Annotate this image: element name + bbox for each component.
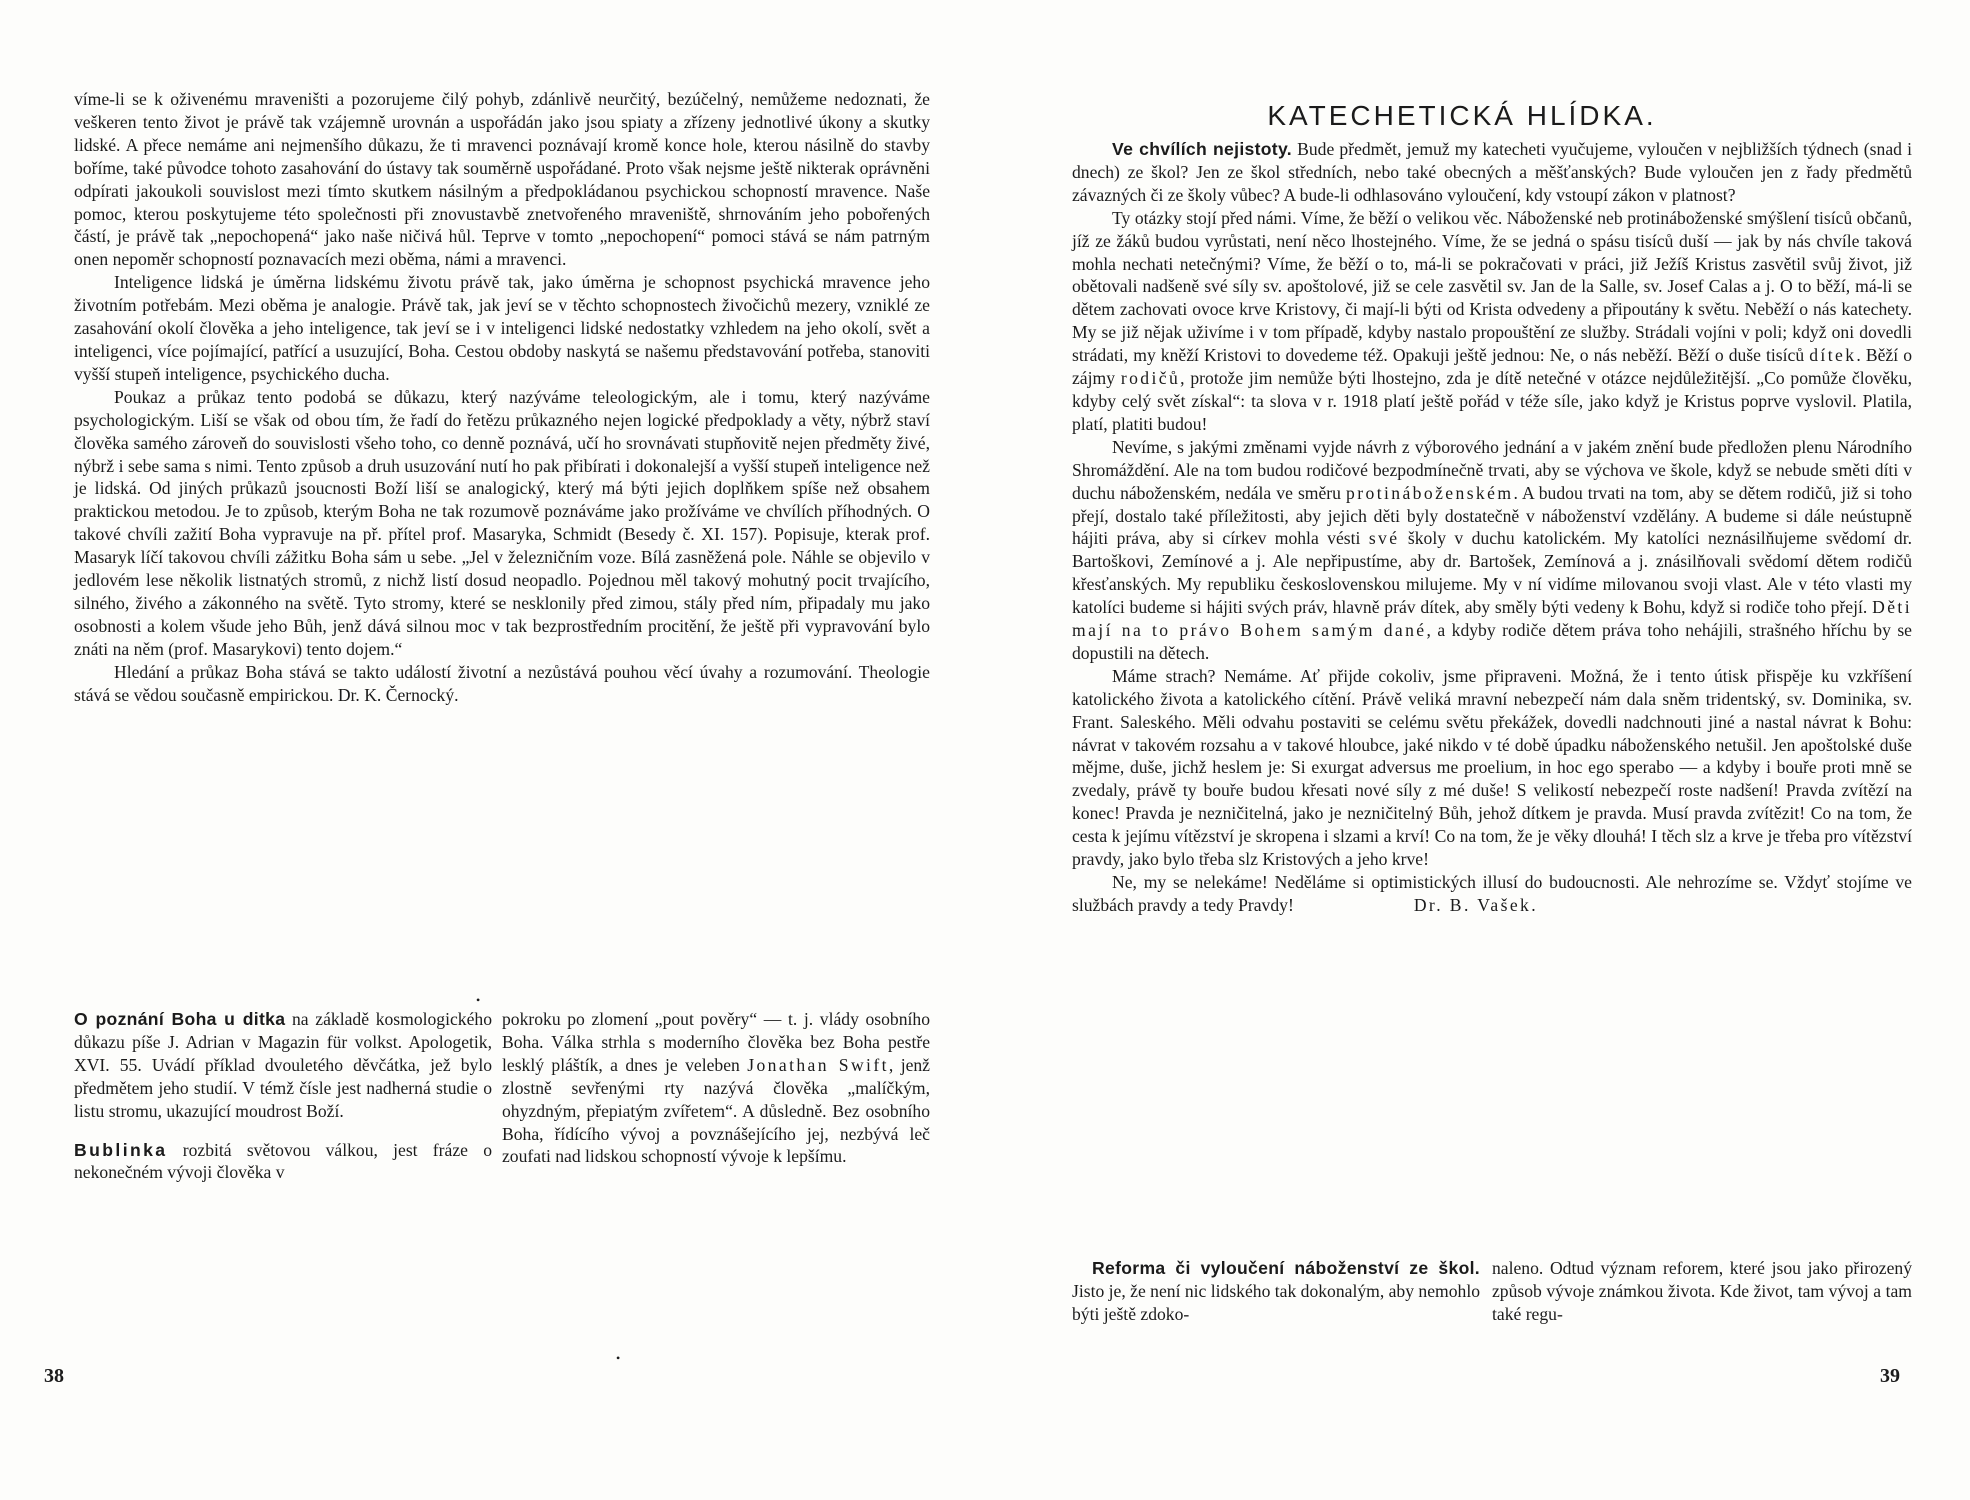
right-column-1 [1072,1257,1480,1326]
paragraph: Ne, my se nelekáme! Neděláme si optimistických illusí do budoucnosti. Ale nehrozíme se. Vždyť stojíme ve službách pravdy a tedy Pravdy! Dr. B. Vašek. [1072,872,1912,915]
section-title: Bublinka [74,1139,168,1160]
left-column-1 [74,1008,492,1184]
section-title: O poznání Boha u ditka [74,1009,286,1029]
section-title: Reforma či vyloučení náboženství ze škol. [1092,1258,1480,1278]
paragraph: Máme strach? Nemáme. Ať přijde cokoliv, jsme připraveni. Možná, že i tento útisk přispěje ku vzkříšení katolického života a katolického cítění. Právě veliká mravní nebezpečí nám dala sněm tridentský, sv. Dominika, sv. Frant. Saleského. Měli odvahu postaviti se celému světu překážek, dovedli nadchnouti jiné a nastal návrat k Bohu: návrat v takovém rozsahu a v takové hloubce, jaké nikdo v té době úpadku náboženského netušil. Jen apoštolské duše mějme, duše, jichž heslem je: Si exurgat adversus me proelium, in hoc ego sperabo — a kdyby i bouře proti mně se zvedaly, právě ty bouře budou křesati nové síly z mé duše! S velikostí nebezpečí roste nadšení! Pravda zvítězí na konec! Pravda je nezničitelná, jako je nezničitelný Bůh, jehož dítkem je pravda. Musí pravda zvítězit! Co na tom, že cesta k jejímu vítězství je skropena i slzami a krví! Co na tom, že je věky dlouhá! I těch slz a krve je třeba pro vítězství pravdy, jako bylo třeba slz Kristových a jeho krve! [1072,665,1912,870]
section-text: rozbitá světovou válkou, jest fráze o nekonečném vývoji člověka v [74,1139,492,1183]
section-bublinka [74,1139,492,1185]
paragraph: Ty otázky stojí před námi. Víme, že běží o velikou věc. Náboženské neb protináboženské smýšlení tisíců občanů, jíž ze žáků budou vyrůstati, není něco lhostejného. Víme, že se jedná o spásu tisíců duší — jak by nás chvíle taková mohla nechati netečnými? Víme, že běží o to, má-li se pokračovati v práci, již Ježíš Kristus zasvětil svůj život, již obětovali nadšeně své síly sv. apoštolové, již se cele zasvětil sv. Jan de la Salle, sv. Josef Calas a j. O to běží, má-li se dětem zachovati ovoce krve Kristovy, či mají-li býti od Krista odvedeny a připoutány k světu. Neběží o nás katechety. My se již nějak uživíme i v tom případě, kdyby nastalo propouštění ze služby. Strádali vojíni v poli; když oni dovedli strádati, my kněží Kristovi to dovedeme též. Opakuji ještě jednou: Ne, o nás neběží. Běží o duše tisíců dítek. Běží o zájmy rodičů, protože jim nemůže býti lhostejno, zda je dítě netečné v otázce nejdůležitější. „Co pomůže člověku, kdyby celý svět získal“: ta slova v r. 1918 platí ještě pořád v téže síle, jako když je Kristus poprve vyslovil. Platila, platí, platiti budou! [1072,207,1912,434]
column-text: naleno. Odtud význam reforem, které jsou jako přirozený způsob vývoje známkou života. Kde život, tam vývoj a tam také regu- [1492,1258,1912,1324]
page-number: 39 [1880,1365,1900,1387]
right-main-text [1072,138,1912,917]
bullet-mark: • [476,993,481,1007]
paragraph: Poukaz a průkaz tento podobá se důkazu, který nazýváme teleologickým, ale i tomu, který nazýváme psychologickým. Liší se však od obou tím, že řadí do řetězu průkazného nejen logické předpoklady a věty, nýbrž staví člověka samého zároveň do souvislosti všeho toho, co denně poznává, učí ho srovnávati stupňovitě nejen předměty živé, nýbrž i sebe sama s nimi. Tento způsob a druh usuzování nutí ho pak přibírati i dokonalejší a vyšší stupeň inteligence než je lidská. Od jiných průkazů jsoucnosti Boží liší se analogický, který má býti jejich doplňkem spíše než obsahem praktickou metodou. Je to způsob, kterým Boha ne tak rozumově poznáváme jako prožíváme ve chvílích příhodných. O takové chvíli zažití Boha vypravuje na př. přítel prof. Masaryka, Schmidt (Besedy č. XI. 157). Popisuje, kterak prof. Masaryk líčí takovou chvíli zážitku Boha sám u sebe. „Jel v železničním voze. Bílá zasněžená pole. Náhle se objevilo v jedlovém lese několik listnatých stromů, z nichž listí dosud neopadlo. Pojednou měl takový mohutný pocit trvajícího, silného, živého a zákonného na světě. Tyto stromy, které se nesklonily před zimou, stály před ním, připadaly mu jako osobnosti a kolem všude jeho Bůh, jenž dává silnou moc v tak bezprostředním procitění, že ještě při vypravování bylo znáti na něm (prof. Masarykovi) tento dojem.“ [74,386,930,659]
right-column-2 [1492,1257,1912,1326]
paragraph: Ve chvílích nejistoty. Bude předmět, jemuž my katecheti vyučujeme, vyloučen v nejbližších týdnech (snad i dnech) ze škol? Jen ze škol středních, nebo také obecných a měšťanských? Bude vyloučen jen z řady předmětů závazných či ze školy vůbec? A bude-li odhlasováno vyloučení, kdy vstoupí zákon v platnost? [1072,139,1912,205]
paragraph: Nevíme, s jakými změnami vyjde návrh z výborového jednání a v jakém znění bude předložen plenu Národního Shromáždění. Ale na tom budou rodičové bezpodmínečně trvati, aby se výchova ve škole, když se nebude směti díti v duchu náboženském, nedála ve směru protináboženském. A budou trvati na tom, aby se dětem rodičů, již si toho přejí, dostalo také příležitosti, aby jejich děti byly dostatečně v náboženství vzdělány. A budeme si dále neústupně hájiti práva, aby si církev mohla vésti své školy v duchu katolickém. My katolíci neznásilňujeme svědomí dr. Bartoškovi, Zemínové a j. Ale nepřipustíme, aby dr. Bartošek, Zemínová a j. znásilňovali svědomí dětem rodičů křesťanských. My republiku československou milujeme. My v ní vidíme milovanou svoji vlast. Ale v této vlasti my katolíci budeme si hájiti svých práv, hlavně práv dítek, aby směly býti vedeny k Bohu, když si rodiče toho přejí. Děti mají na to právo Bohem samým dané, a kdyby rodiče dětem práva toho nehájili, strašného hříchu by se dopustili na dětech. [1072,436,1912,663]
paragraph: víme-li se k oživenému mraveništi a pozorujeme čilý pohyb, zdánlivě neurčitý, bezúčelný, nemůžeme nedoznati, že veškeren tento život je právě tak vzájemně urovnán a uspořádán jako jsou spiaty a zřízeny jednotlivé úkony a skutky lidské. A přece nemáme ani nejmenšího důkazu, že ti mravenci poznávají kromě konce hole, kterou násilně do stavby boříme, také původce tohoto zasahování do ústavy tak souměrně uspořádané. Proto však nejsme ještě nikterak oprávněni odpírati jakoukoli souvislost mezi tímto skutkem násilným a předpokládanou psychickou schopností mravence. Naše pomoc, kterou poskytujeme této společnosti při znovustavbě znetvořeného mraveniště, shrnováním jeho pobořených částí, je právě tak „nepochopená“ jako naše ničivá hůl. Teprve v tomto „nepochopení“ pomoci stává se nám patrným onen nepoměr schopností poznavacích mezi oběma, námi a mravenci. [74,89,930,270]
section-title: Ve chvílích nejistoty. [1112,139,1292,159]
page-number: 38 [44,1365,64,1387]
left-main-text [74,88,930,706]
page-header: KATECHETICKÁ HLÍDKA. [1267,100,1657,131]
column-text: pokroku po zlomení „pout pověry“ — t. j. vlády osobního Boha. Válka strhla s moderního člověka bez Boha pestře lesklý pláštík, a dnes je veleben Jonathan Swift, jenž zlostně sevřenými rty nazývá člověka „malíčkým, ohyzdným, přepiatým zvířetem“. A důsledně. Bez osobního Boha, řídícího vývoj a povznášejícího jej, nezbývá leč zoufati nad lidskou schopností vývoje k lepšímu. [502,1009,930,1167]
section-reforma: Reforma či vyloučení náboženství ze škol. Jisto je, že není nic lidského tak dokonalým, aby nemohlo býti ještě zdoko- [1072,1258,1480,1324]
left-column-2 [502,1008,930,1168]
bullet-mark: • [616,1351,621,1365]
signature: Dr. B. Vašek. [1413,894,1539,915]
section-text: na základě kosmologického důkazu píše J. Adrian v Magazin für volkst. Apologetik, XVI. 55. Uvádí příklad dvouletého děvčátka, jež bylo předmětem jeho studií. V témž čísle jest nadherná studie o listu stromu, ukazující moudrost Boží. [74,1009,492,1121]
section-o-poznani [74,1008,492,1123]
paragraph: Hledání a průkaz Boha stává se takto událostí životní a nezůstává pouhou věcí úvahy a rozumování. Theologie stává se vědou současně empirickou. Dr. K. Černocký. [74,661,930,705]
spaced-name: Jonathan Swift [747,1054,889,1075]
paragraph: Inteligence lidská je úměrna lidskému životu právě tak, jako úměrna je schopnost psychická mravence jeho životním potřebám. Mezi oběma je analogie. Právě tak, jak jeví se v těchto schopnostech živočichů mezery, vzniklé ze zasahování okolí člověka a jeho inteligence, tak jeví se i v inteligenci lidské nedostatky vzhledem na jeho okolí, svět a inteligenci, více pojímající, patřící a usuzující, Boha. Cestou obdoby naskytá se našemu představování potřeba, stanoviti vyšší stupeň inteligence, psychického ducha. [74,272,930,384]
